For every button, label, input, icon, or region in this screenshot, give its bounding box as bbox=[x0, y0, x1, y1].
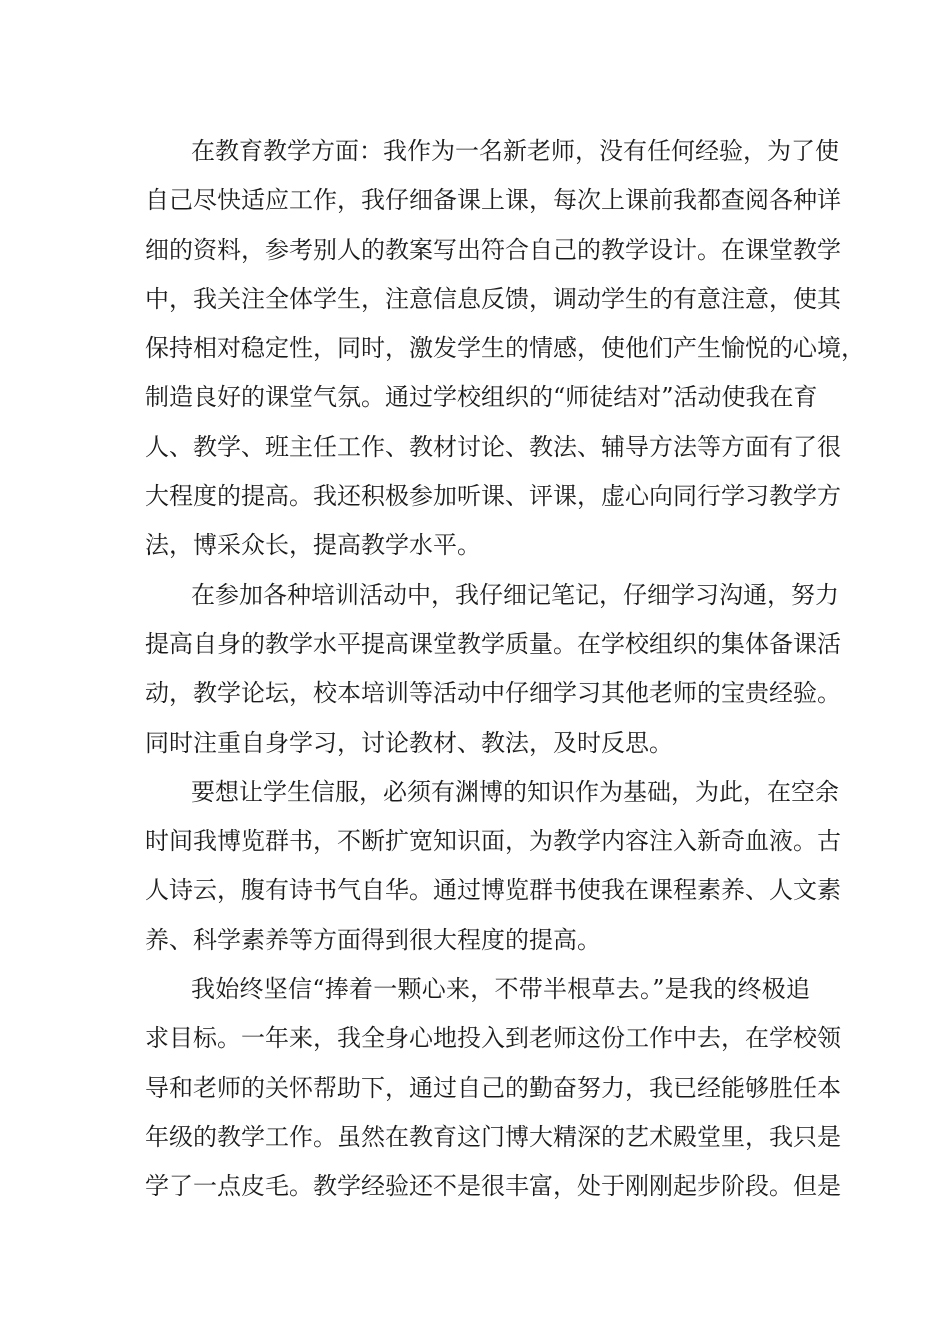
paragraph-line: 中，我关注全体学生，注意信息反馈，调动学生的有意注意，使其 bbox=[145, 284, 841, 313]
paragraph-line: 导和老师的关怀帮助下，通过自己的勤奋努力，我已经能够胜任本 bbox=[145, 1073, 841, 1102]
paragraph-reading bbox=[145, 768, 841, 965]
paragraph-line: 要想让学生信服，必须有渊博的知识作为基础，为此，在空余 bbox=[191, 777, 839, 806]
paragraph-line: 法，博采众长，提高教学水平。 bbox=[145, 531, 481, 560]
paragraph-line: 学了一点皮毛。教学经验还不是很丰富，处于刚刚起步阶段。但是 bbox=[145, 1172, 841, 1201]
paragraph-line: 在教育教学方面：我作为一名新老师，没有任何经验，为了使 bbox=[191, 137, 839, 165]
paragraph-line: 求目标。一年来，我全身心地投入到老师这份工作中去，在学校领 bbox=[145, 1024, 841, 1053]
paragraph-belief bbox=[145, 965, 841, 1211]
paragraph-line: 提高自身的教学水平提高课堂教学质量。在学校组织的集体备课活 bbox=[145, 629, 841, 658]
paragraph-line: 动，教学论坛，校本培训等活动中仔细学习其他老师的宝贵经验。 bbox=[145, 679, 841, 708]
document-body bbox=[145, 127, 865, 1212]
paragraph-teaching bbox=[145, 127, 865, 571]
paragraph-line: 细的资料，参考别人的教案写出符合自己的教学设计。在课堂教学 bbox=[145, 235, 841, 264]
paragraph-line: 大程度的提高。我还积极参加听课、评课，虚心向同行学习教学方 bbox=[145, 482, 841, 511]
paragraph-line: 制造良好的课堂气氛。通过学校组织的“师徒结对”活动使我在育 bbox=[145, 383, 818, 412]
paragraph-line: 在参加各种培训活动中，我仔细记笔记，仔细学习沟通，努力 bbox=[191, 580, 839, 609]
paragraph-line: 年级的教学工作。虽然在教育这门博大精深的艺术殿堂里，我只是 bbox=[145, 1122, 841, 1151]
paragraph-line: 时间我博览群书，不断扩宽知识面，为教学内容注入新奇血液。古 bbox=[145, 827, 841, 856]
paragraph-line: 同时注重自身学习，讨论教材、教法，及时反思。 bbox=[145, 728, 673, 757]
paragraph-training bbox=[145, 571, 841, 768]
paragraph-line: 我始终坚信“捧着一颗心来，不带半根草去。”是我的终极追 bbox=[191, 975, 810, 1004]
paragraph-line: 人、教学、班主任工作、教材讨论、教法、辅导方法等方面有了很 bbox=[145, 432, 841, 461]
paragraph-line: 自己尽快适应工作，我仔细备课上课，每次上课前我都查阅各种详 bbox=[145, 186, 841, 215]
paragraph-line: 养、科学素养等方面得到很大程度的提高。 bbox=[145, 925, 601, 954]
paragraph-line: 人诗云，腹有诗书气自华。通过博览群书使我在课程素养、人文素 bbox=[145, 876, 841, 905]
paragraph-line: 保持相对稳定性，同时，激发学生的情感，使他们产生愉悦的心境， bbox=[145, 334, 865, 363]
